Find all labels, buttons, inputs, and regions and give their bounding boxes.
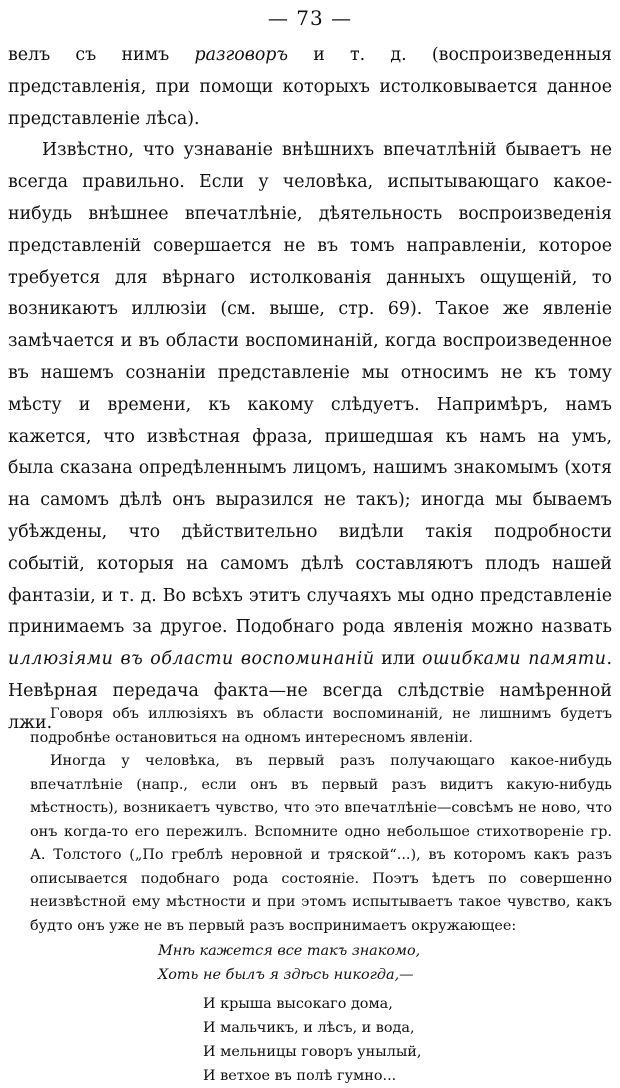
main-text (8, 40, 612, 740)
poem-line: И крыша высокаго дома, (203, 996, 393, 1012)
text-run: и т. д. (воспроизведенныя представленія, при помощи которыхъ истолковывается данное представленіе лѣса). (8, 45, 613, 129)
poem-line: Мнѣ кажется все такъ знакомо, (158, 943, 421, 959)
text-run: . Невѣрная передача факта—не всегда слѣдствіе намѣренной лжи. (8, 649, 612, 733)
page-number: — 73 — (267, 6, 353, 30)
text-run: Извѣстно, что узнаваніе внѣшнихъ впечатлѣній бываетъ не всегда правильно. Если у человѣка, испытывающаго какое-нибудь внѣшнее впечатлѣніе, дѣятельность воспроизведенія представленій совершается не въ томъ направленіи, которое требуется для вѣрнаго истолкованія данныхъ ощущеній, то возникаютъ иллюзіи (см. выше, стр. 69). Такое же явленіе замѣчается и въ области воспоминаній, когда воспроизведенное въ нашемъ сознаніи представленіе мы относимъ не къ тому мѣсту и времени, къ какому слѣдуетъ. Напримѣръ, намъ кажется, что извѣстная фраза, пришедшая къ намъ на умъ, была сказана опредѣленнымъ лицомъ, нашимъ знакомымъ (хотя на самомъ дѣлѣ онъ выразился не такъ); иногда мы бываемъ убѣждены, что дѣйствительно видѣли такія подробности событій, которыя на самомъ дѣлѣ составляютъ плодъ нашей фантазіи, и т. д. Во всѣхъ этитъ случаяхъ мы одно представленіе принимаемъ за другое. Подобнаго рода явленія можно назвать (8, 140, 612, 638)
paragraph-2 (8, 135, 612, 739)
poem-line: И ветхое въ полѣ гумно... (203, 1068, 397, 1084)
poem-stanza-1 (158, 939, 420, 987)
poem-line: Хоть не былъ я здѣсь никогда,— (158, 967, 414, 983)
note-paragraph-1: Говоря объ иллюзіяхъ въ области воспоминаній, не лишнимъ будетъ подробнѣе остановиться на одномъ интересномъ явленіи. (30, 706, 612, 746)
paragraph-1 (8, 40, 612, 135)
text-run: или (374, 649, 422, 670)
text-run: велъ съ нимъ (8, 45, 195, 65)
emphasis-text: ошибками памяти (422, 649, 607, 670)
emphasis-text: иллюзіями въ области воспоминаній (8, 649, 375, 670)
small-print-section (30, 703, 612, 938)
emphasis-text: разговоръ (194, 45, 289, 65)
poem-stanza-2 (203, 992, 421, 1088)
note-paragraph-2: Иногда у человѣка, въ первый разъ получающаго какое-нибудь впечатлѣніе (напр., если онъ въ первый разъ видитъ какую-нибудь мѣстность), возникаетъ чувство, что это впечатлѣніе—совсѣмъ не ново, что онъ когда-то его пережилъ. Вспомните одно небольшое стихотвореніе гр. А. Толстого („По греблѣ неровной и тряской“...), въ которомъ какъ разъ описывается подобнаго рода состояніе. Поэтъ ѣдетъ по совершенно неизвѣстной ему мѣстности и при этомъ испытываетъ такое чувство, какъ будто онъ уже не въ первый разъ воспринимаетъ окружающее: (30, 753, 612, 934)
poem-line: И мальчикъ, и лѣсъ, и вода, (203, 1020, 415, 1036)
poem-line: И мельницы говоръ унылый, (203, 1044, 422, 1060)
